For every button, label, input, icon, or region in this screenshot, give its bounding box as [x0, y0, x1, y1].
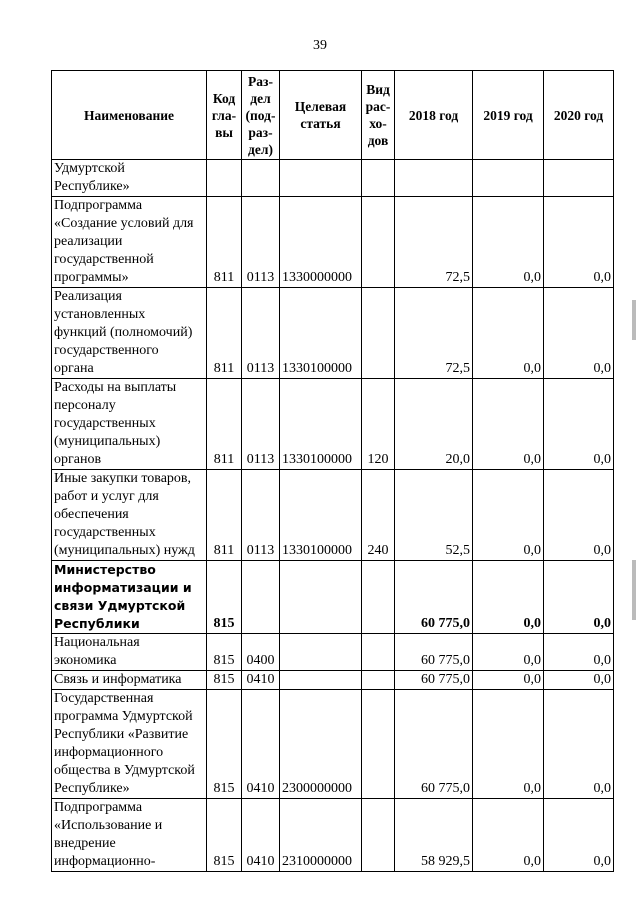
cell-2020: 0,0: [544, 799, 614, 872]
cell-2019: 0,0: [473, 561, 544, 634]
header-year-2020: 2020 год: [544, 71, 614, 160]
cell-2020: 0,0: [544, 470, 614, 561]
cell-section: 0113: [242, 197, 280, 288]
cell-section: [242, 561, 280, 634]
cell-target-article: [280, 634, 362, 671]
cell-name: Удмуртской Республике»: [52, 160, 207, 197]
header-section: Раз- дел (под- раз- дел): [242, 71, 280, 160]
cell-2018: 60 775,0: [395, 671, 473, 690]
cell-2019: 0,0: [473, 634, 544, 671]
cell-2018: [395, 160, 473, 197]
scan-edge-mark: [632, 300, 636, 340]
cell-name: Связь и информатика: [52, 671, 207, 690]
cell-2020: 0,0: [544, 197, 614, 288]
cell-2020: 0,0: [544, 561, 614, 634]
table-row: [52, 160, 614, 197]
cell-2019: 0,0: [473, 197, 544, 288]
cell-chapter-code: 811: [207, 379, 242, 470]
cell-target-article: 1330100000: [280, 288, 362, 379]
cell-2018: 58 929,5: [395, 799, 473, 872]
cell-expense-type: [362, 690, 395, 799]
cell-2019: 0,0: [473, 671, 544, 690]
cell-name: Иные закупки товаров, работ и услуг для обеспечения государственных (муниципальных) нужд: [52, 470, 207, 561]
cell-2018: 20,0: [395, 379, 473, 470]
cell-2018: 72,5: [395, 288, 473, 379]
cell-chapter-code: 815: [207, 634, 242, 671]
cell-section: 0410: [242, 690, 280, 799]
header-year-2019: 2019 год: [473, 71, 544, 160]
cell-target-article: [280, 160, 362, 197]
header-row: [52, 71, 614, 160]
cell-expense-type: [362, 799, 395, 872]
cell-target-article: 2310000000: [280, 799, 362, 872]
cell-chapter-code: 815: [207, 671, 242, 690]
cell-target-article: 2300000000: [280, 690, 362, 799]
cell-2020: 0,0: [544, 690, 614, 799]
cell-2020: 0,0: [544, 288, 614, 379]
scan-edge-mark: [632, 560, 636, 620]
cell-name: Подпрограмма «Использование и внедрение информационно-: [52, 799, 207, 872]
cell-expense-type: [362, 671, 395, 690]
budget-table: [51, 70, 614, 872]
cell-expense-type: 240: [362, 470, 395, 561]
cell-expense-type: 120: [362, 379, 395, 470]
cell-2019: 0,0: [473, 799, 544, 872]
cell-2018: 72,5: [395, 197, 473, 288]
cell-section: [242, 160, 280, 197]
cell-section: 0113: [242, 470, 280, 561]
table-row: [52, 470, 614, 561]
cell-2018: 52,5: [395, 470, 473, 561]
header-target-article: Целевая статья: [280, 71, 362, 160]
header-expense-type: Вид рас- хо- дов: [362, 71, 395, 160]
table-row: [52, 671, 614, 690]
cell-chapter-code: 811: [207, 470, 242, 561]
cell-2019: [473, 160, 544, 197]
header-chapter-code: Код гла- вы: [207, 71, 242, 160]
cell-2020: 0,0: [544, 671, 614, 690]
cell-expense-type: [362, 288, 395, 379]
cell-2019: 0,0: [473, 288, 544, 379]
cell-name: Министерство информатизации и связи Удмуртской Республики: [52, 561, 207, 634]
cell-name: Подпрограмма «Создание условий для реализации государственной программы»: [52, 197, 207, 288]
cell-2018: 60 775,0: [395, 690, 473, 799]
cell-target-article: 1330100000: [280, 379, 362, 470]
cell-chapter-code: 811: [207, 288, 242, 379]
cell-2020: 0,0: [544, 379, 614, 470]
cell-name: Реализация установленных функций (полномочий) государственного органа: [52, 288, 207, 379]
table-row: [52, 690, 614, 799]
cell-target-article: [280, 671, 362, 690]
cell-section: 0113: [242, 379, 280, 470]
cell-target-article: 1330100000: [280, 470, 362, 561]
cell-chapter-code: 815: [207, 561, 242, 634]
table-body: [52, 160, 614, 872]
cell-section: 0410: [242, 671, 280, 690]
cell-target-article: 1330000000: [280, 197, 362, 288]
cell-target-article: [280, 561, 362, 634]
table-row: [52, 288, 614, 379]
cell-2019: 0,0: [473, 690, 544, 799]
cell-2019: 0,0: [473, 379, 544, 470]
cell-chapter-code: 815: [207, 690, 242, 799]
cell-chapter-code: 815: [207, 799, 242, 872]
cell-section: 0410: [242, 799, 280, 872]
cell-section: 0400: [242, 634, 280, 671]
header-year-2018: 2018 год: [395, 71, 473, 160]
table-row: [52, 197, 614, 288]
cell-2019: 0,0: [473, 470, 544, 561]
table-row: [52, 799, 614, 872]
cell-2020: [544, 160, 614, 197]
cell-chapter-code: 811: [207, 197, 242, 288]
cell-expense-type: [362, 197, 395, 288]
cell-expense-type: [362, 160, 395, 197]
cell-name: Государственная программа Удмуртской Республики «Развитие информационного общества в Удмуртской Республике»: [52, 690, 207, 799]
cell-chapter-code: [207, 160, 242, 197]
page-number: 39: [313, 38, 327, 53]
cell-section: 0113: [242, 288, 280, 379]
header-name: Наименование: [52, 71, 207, 160]
cell-2020: 0,0: [544, 634, 614, 671]
table-row: [52, 634, 614, 671]
table-row: [52, 561, 614, 634]
cell-expense-type: [362, 634, 395, 671]
cell-expense-type: [362, 561, 395, 634]
table-row: [52, 379, 614, 470]
cell-name: Расходы на выплаты персоналу государственных (муниципальных) органов: [52, 379, 207, 470]
cell-2018: 60 775,0: [395, 561, 473, 634]
cell-2018: 60 775,0: [395, 634, 473, 671]
cell-name: Национальная экономика: [52, 634, 207, 671]
